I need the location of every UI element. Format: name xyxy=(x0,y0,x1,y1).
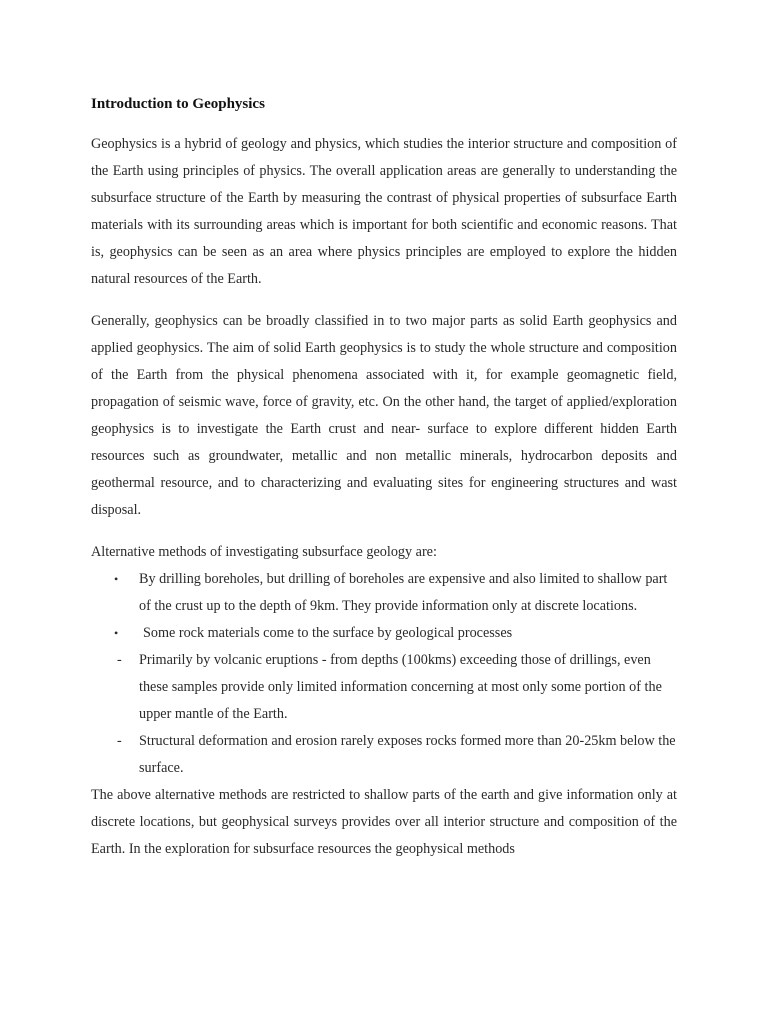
bullet-text: Some rock materials come to the surface by geological processes xyxy=(143,625,513,641)
sub-list-item xyxy=(117,647,677,728)
dash-marker: - xyxy=(117,733,122,749)
list-item xyxy=(91,566,677,620)
bullet-text: By drilling boreholes, but drilling of boreholes are expensive and also limited to shallow part of the crust up to the depth of 9km. They provide information only at discrete locations. xyxy=(139,571,668,614)
dash-marker: - xyxy=(117,652,122,668)
bullet-marker: • xyxy=(114,572,119,586)
sub-item-text: Primarily by volcanic eruptions - from depths (100kms) exceeding those of drillings, even these samples provide only limited information concerning at most only some portion of the upper mantle of the Earth. xyxy=(139,652,662,722)
paragraph-classification: Generally, geophysics can be broadly classified in to two major parts as solid Earth geophysics and applied geophysics. The aim of solid Earth geophysics is to study the whole structure and composition of the Earth from the physical phenomena associated with it, for example geomagnetic field, propagation of seismic wave, force of gravity, etc. On the other hand, the target of applied/exploration geophysics is to investigate the Earth crust and near- surface to explore different hidden Earth resources such as groundwater, metallic and non metallic minerals, hydrocarbon deposits and geothermal resource, and to characterizing and evaluating sites for engineering structures and wast disposal. xyxy=(91,313,677,518)
bullet-marker: • xyxy=(114,626,119,640)
document-heading: Introduction to Geophysics xyxy=(91,96,265,112)
paragraph-definition: Geophysics is a hybrid of geology and physics, which studies the interior structure and composition of the Earth using principles of physics. The overall application areas are generally to understanding the subsurface structure of the Earth by measuring the contrast of physical properties of subsurface Earth materials with its surrounding areas which is important for both scientific and economic reasons. That is, geophysics can be seen as an area where physics principles are employed to explore the hidden natural resources of the Earth. xyxy=(91,136,677,287)
sub-list xyxy=(117,647,677,782)
methods-list xyxy=(91,566,677,782)
paragraph-conclusion: The above alternative methods are restricted to shallow parts of the earth and give information only at discrete locations, but geophysical surveys provides over all interior structure and composition of the Earth. In the exploration for subsurface resources the geophysical methods xyxy=(91,787,677,857)
sub-list-item xyxy=(117,728,677,782)
methods-intro: Alternative methods of investigating subsurface geology are: xyxy=(91,544,437,560)
sub-item-text: Structural deformation and erosion rarely exposes rocks formed more than 20-25km below the surface. xyxy=(139,733,676,776)
list-item xyxy=(91,620,677,782)
